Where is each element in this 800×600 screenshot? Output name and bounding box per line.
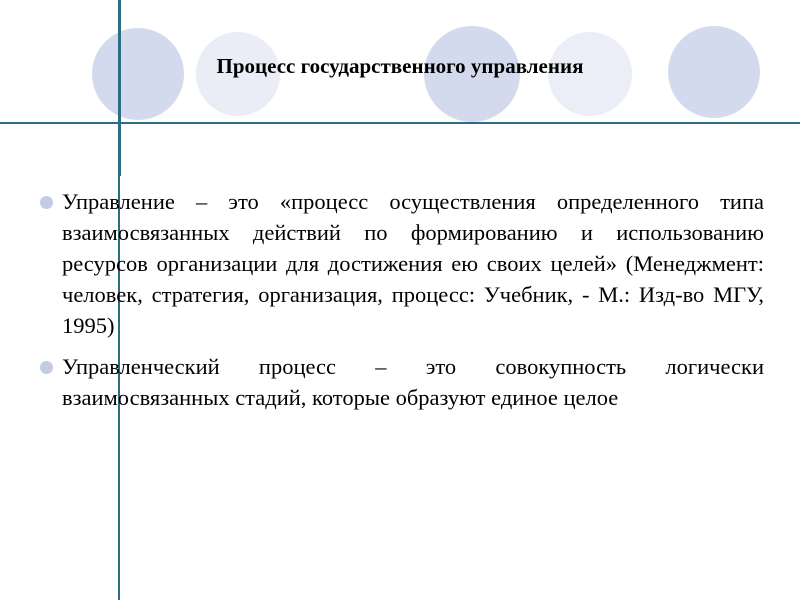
- list-item-text: Управленческий процесс – это совокупность логически взаимосвязанных стадий, которые образуют единое целое: [62, 354, 764, 411]
- bullet-dot-icon: [36, 186, 62, 209]
- slide-title: Процесс государственного управления: [216, 54, 584, 78]
- list-item-text: Управление – это «процесс осуществления определенного типа взаимосвязанных действий по формированию и использованию ресурсов организации для достижения ею своих целей» (Менеджмент: человек, стратегия, организация, процесс: Учебник, - М.: Изд-во МГУ, 1995): [62, 189, 764, 339]
- bullet-dot-icon: [36, 351, 62, 374]
- slide-body: [36, 186, 764, 423]
- list-item: [36, 351, 764, 413]
- list-item: [36, 186, 764, 341]
- vertical-divider-accent: [118, 0, 121, 176]
